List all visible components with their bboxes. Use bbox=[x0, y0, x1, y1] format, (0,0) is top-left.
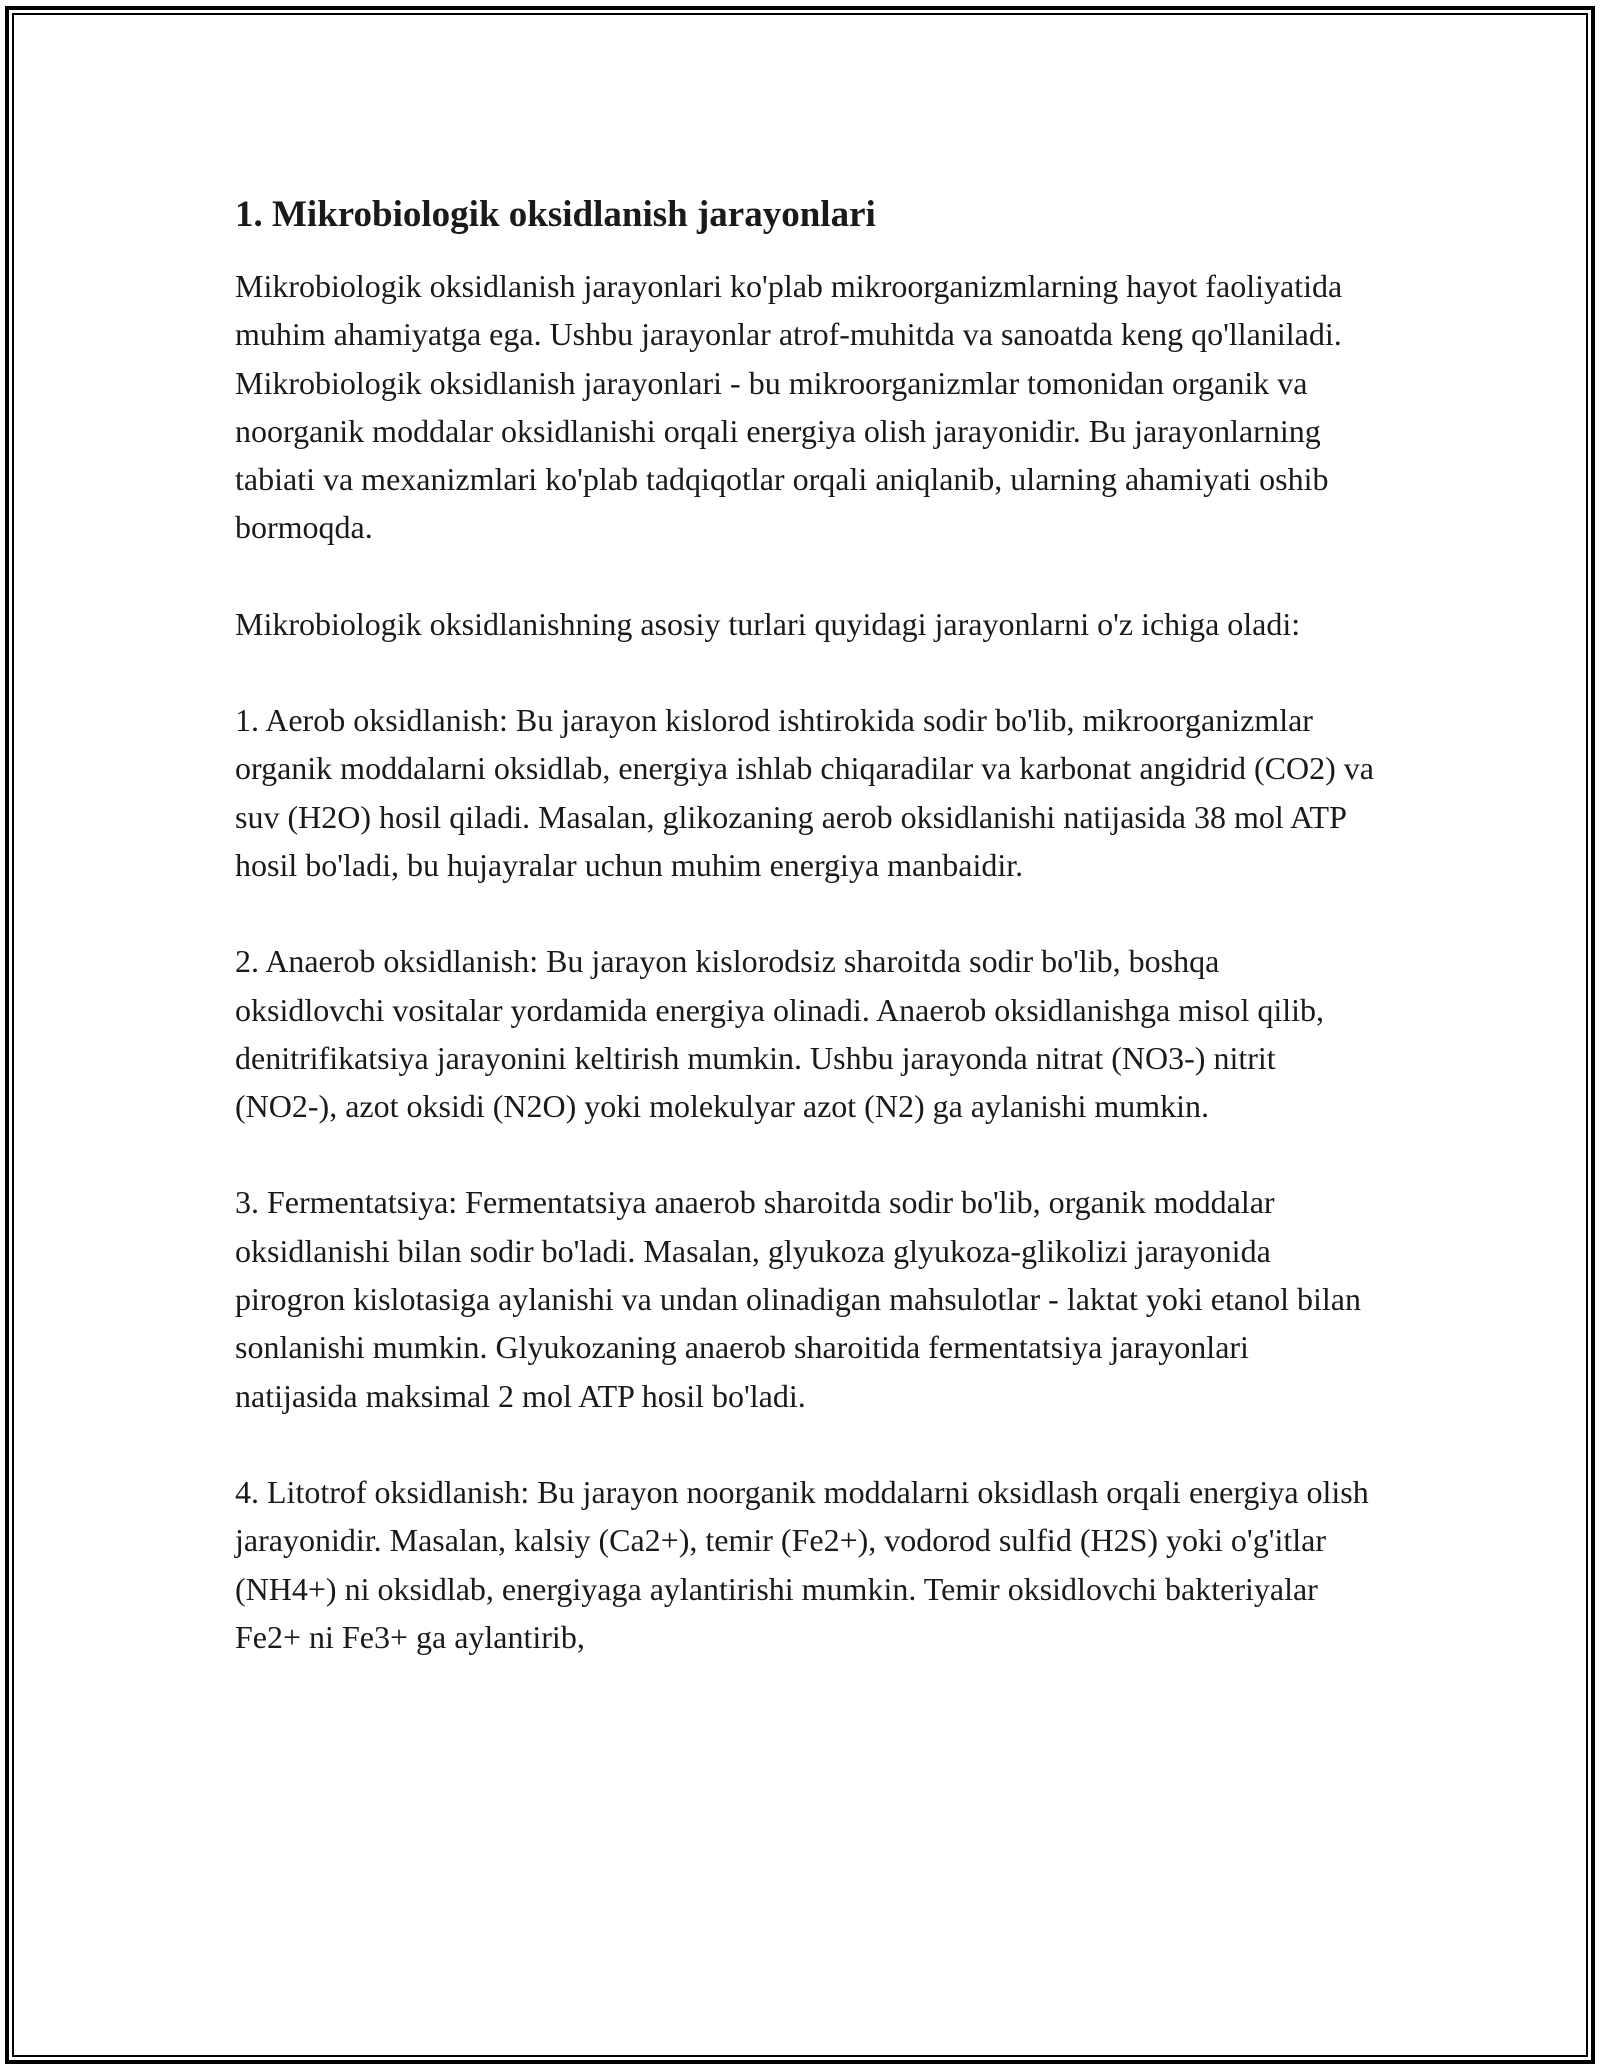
paragraph-fermentation: 3. Fermentatsiya: Fermentatsiya anaerob sharoitda sodir bo'lib, organik moddalar oksidlanishi bilan sodir bo'ladi. Masalan, glyukoza glyukoza-glikolizi jarayonida pirogron kislotasiga aylanishi va undan olinadigan mahsulotlar - laktat yoki etanol bilan sonlanishi mumkin. Glyukozaning anaerob sharoitida fermentatsiya jarayonlari natijasida maksimal 2 mol ATP hosil bo'ladi. bbox=[235, 1184, 1361, 1414]
paragraph-types-lead: Mikrobiologik oksidlanishning asosiy turlari quyidagi jarayonlarni o'z ichiga oladi: bbox=[235, 605, 1301, 642]
paragraph-anaerobic: 2. Anaerob oksidlanish: Bu jarayon kislorodsiz sharoitda sodir bo'lib, boshqa oksidlovchi vositalar yordamida energiya olinadi. Anaerob oksidlanishga misol qilib, denitrifikatsiya jarayonini keltirish mumkin. Ushbu jarayonda nitrat (NO3-) nitrit (NO2-), azot oksidi (N2O) yoki molekulyar azot (N2) ga aylanishi mumkin. bbox=[235, 943, 1324, 1125]
section-heading: 1. Mikrobiologik oksidlanish jarayonlari bbox=[235, 194, 876, 235]
document-body bbox=[235, 184, 1375, 1709]
paragraph-intro: Mikrobiologik oksidlanish jarayonlari ko'plab mikroorganizmlarning hayot faoliyatida muhim ahamiyatga ega. Ushbu jarayonlar atrof-muhitda va sanoatda keng qo'llaniladi. Mikrobiologik oksidlanish jarayonlari - bu mikroorganizmlar tomonidan organik va noorganik moddalar oksidlanishi orqali energiya olish jarayonidir. Bu jarayonlarning tabiati va mexanizmlari ko'plab tadqiqotlar orqali aniqlanib, ularning ahamiyati oshib bormoqda. bbox=[235, 268, 1343, 546]
paragraph-aerobic: 1. Aerob oksidlanish: Bu jarayon kislorod ishtirokida sodir bo'lib, mikroorganizmlar organik moddalarni oksidlab, energiya ishlab chiqaradilar va karbonat angidrid (CO2) va suv (H2O) hosil qiladi. Masalan, glikozaning aerob oksidlanishi natijasida 38 mol ATP hosil bo'ladi, bu hujayralar uchun muhim energiya manbaidir. bbox=[235, 702, 1374, 883]
paragraph-lithotrophic: 4. Litotrof oksidlanish: Bu jarayon noorganik moddalarni oksidlash orqali energiya olish jarayonidir. Masalan, kalsiy (Ca2+), temir (Fe2+), vodorod sulfid (H2S) yoki o'g'itlar (NH4+) ni oksidlab, energiyaga aylantirishi mumkin. Temir oksidlovchi bakteriyalar Fe2+ ni Fe3+ ga aylantirib, bbox=[235, 1473, 1369, 1655]
